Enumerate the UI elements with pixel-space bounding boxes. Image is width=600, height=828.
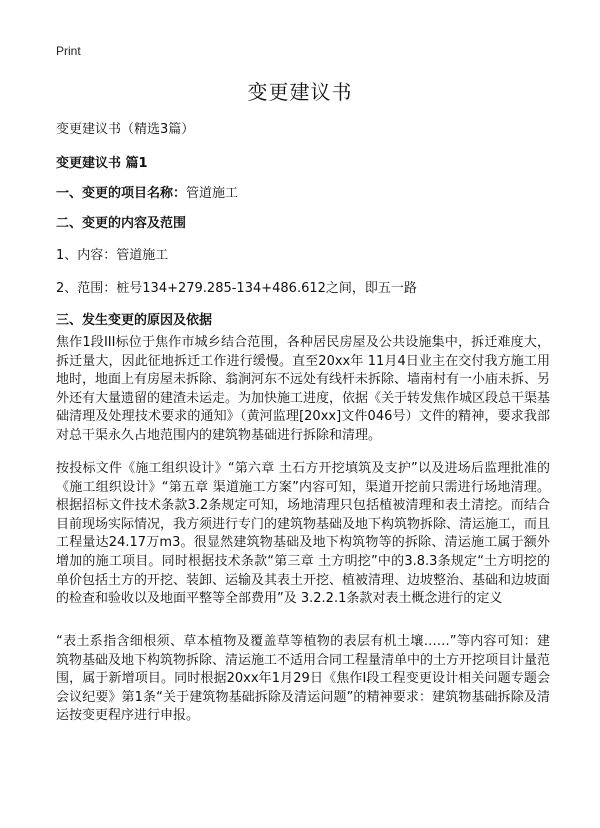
item1-heading [56, 182, 238, 201]
paragraph-2: 按投标文件《施工组织设计》“第六章 土石方开挖填筑及支护”以及进场后监理批准的《施工组织设计》“第五章 渠道施工方案”内容可知，渠道开挖前只需进行场地清理。根据招标文件技术条款3.2条规定可知，场地清理只包括植被清理和表土清挖。而结合目前现场实际情况，我方须进行专门的建筑物基础及地下构筑物拆除、清运施工，而且工程量达24.17万m3。很显然建筑物基础及地下构筑物等的拆除、清运施工属于额外增加的施工项目。同时根据技术条款“第三章 土方明挖”中的3.8.3条规定“土方明挖的单价包括土方的开挖、装卸、运输及其表土开挖、植被清理、边坡整治、基础和边坡面的检查和验收以及地面平整等全部费用”及 3.2.2.1条款对表土概念进行的定义 [56, 461, 551, 607]
section-title: 变更建议书 篇1 [56, 156, 148, 171]
paragraph-3: “表土系指含细根须、草本植物及覆盖草等植物的表层有机土壤……”等内容可知：建筑物基础及地下构筑物拆除、清运施工不适用合同工程量清单中的土方开挖项目计量范围，属于新增项目。同时根据20xx年1月29日《焦作I段工程变更设计相关问题专题会会议纪要》第1条“关于建筑物基础拆除及清运问题”的精神要求：建筑物基础拆除及清运按变更程序进行申报。 [56, 634, 551, 724]
document-title: 变更建议书 [247, 80, 353, 104]
scope-line: 2、范围：桩号134+279.285-134+486.612之间，即五一路 [56, 281, 417, 296]
item2-heading: 二、变更的内容及范围 [56, 216, 187, 231]
item3-heading: 三、发生变更的原因及依据 [56, 313, 213, 328]
content-line: 1、内容：管道施工 [56, 248, 169, 263]
item1-label: 一、变更的项目名称： [56, 186, 187, 201]
paragraph-1: 焦作1段III标位于焦作市城乡结合范围，各种居民房屋及公共设施集中，拆迁难度大，拆迁量大，因此征地拆迁工作进行缓慢。直至20xx年 11月4日业主在交付我方施工用地时，地面上有房屋未拆除、翁涧河东不远处有线杆未拆除、墙南村有一小庙未拆、另外还有大量遗留的建渣未运走。为加快施工进度，依据《关于转发焦作城区段总干渠基础清理及处理技术要求的通知》（黄河监理[20xx]文件046号）文件的精神，要求我部对总干渠永久占地范围内的建筑物基础进行拆除和清理。 [56, 335, 551, 443]
item1-value: 管道施工 [186, 186, 239, 201]
print-label: Print [56, 44, 81, 58]
document-subtitle: 变更建议书（精选3篇） [56, 122, 195, 137]
